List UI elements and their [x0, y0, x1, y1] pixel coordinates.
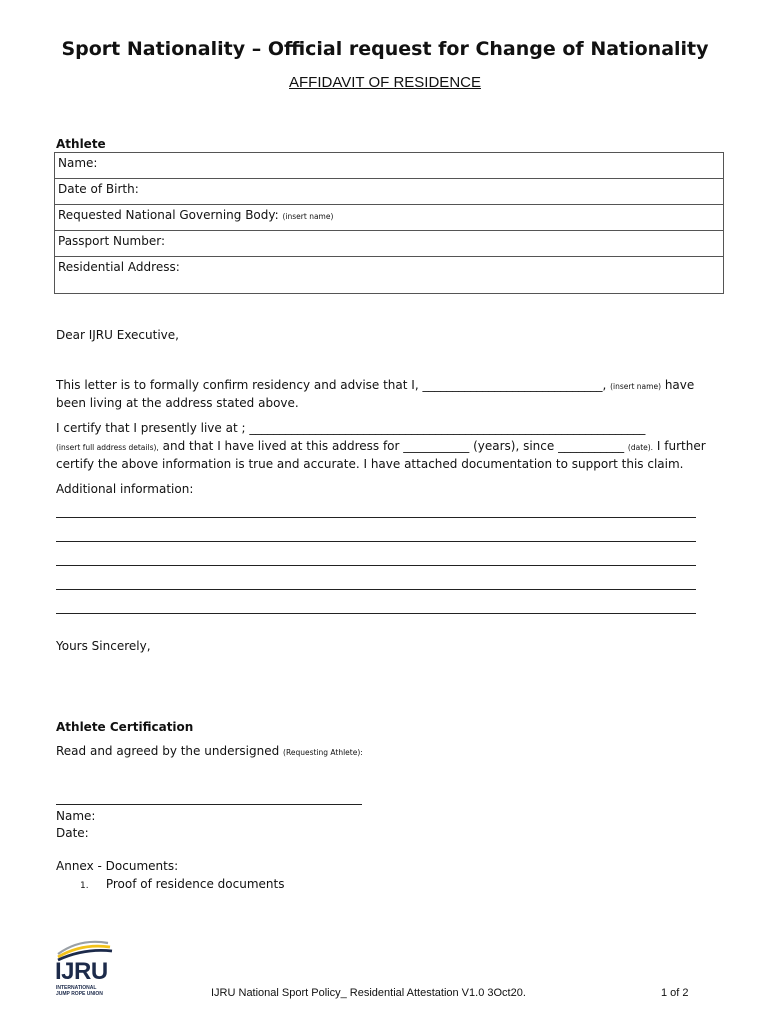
- additional-info-line-3[interactable]: [56, 565, 696, 566]
- annex-item-text: Proof of residence documents: [105, 877, 285, 891]
- athlete-details-table: [54, 152, 724, 294]
- requesting-athlete-hint: (Requesting Athlete):: [283, 748, 363, 757]
- governing-body-label: Requested National Governing Body:: [58, 208, 279, 222]
- passport-number-field[interactable]: [55, 231, 723, 257]
- closing: Yours Sincerely,: [56, 639, 151, 653]
- insert-address-hint: (insert full address details),: [56, 443, 159, 452]
- name-field-label: Name:: [58, 156, 98, 170]
- annex-item-number: 1.: [80, 881, 89, 891]
- residential-address-label: Residential Address:: [58, 260, 180, 274]
- footer-document-reference: IJRU National Sport Policy_ Residential Attestation V1.0 3Oct20.: [211, 987, 526, 999]
- salutation: Dear IJRU Executive,: [56, 328, 179, 342]
- paragraph-2-line-3: certify the above information is true and accurate. I have attached documentation to support this claim.: [56, 457, 684, 471]
- name-field[interactable]: [55, 153, 723, 179]
- signature-name-label: Name:: [56, 809, 96, 823]
- paragraph-1-text-b: have: [664, 378, 695, 392]
- additional-info-line-1[interactable]: [56, 517, 696, 518]
- governing-body-field[interactable]: [55, 205, 723, 231]
- additional-info-line-4[interactable]: [56, 589, 696, 590]
- annex-heading: Annex - Documents:: [56, 859, 179, 873]
- paragraph-2-text-b: I further: [656, 439, 706, 453]
- certification-heading: Athlete Certification: [56, 720, 194, 734]
- paragraph-2-line-1: I certify that I presently live at ; __________________________________________________________________: [56, 421, 646, 435]
- footer-page-number: 1 of 2: [661, 987, 689, 999]
- logo-wordmark: IJRU: [55, 958, 108, 985]
- paragraph-1-line-1: [56, 378, 694, 392]
- date-hint: (date).: [627, 443, 654, 452]
- paragraph-1-text-a: This letter is to formally confirm residency and advise that I, ______________________________,: [56, 378, 607, 392]
- insert-name-hint: (insert name): [610, 382, 661, 391]
- additional-info-line-5[interactable]: [56, 613, 696, 614]
- certification-text: [56, 744, 363, 758]
- governing-body-hint: (insert name): [282, 212, 334, 221]
- paragraph-2-text-a: and that I have lived at this address for ___________ (years), since ___________: [162, 439, 625, 453]
- paragraph-1-line-2: been living at the address stated above.: [56, 396, 299, 410]
- document-subtitle: AFFIDAVIT OF RESIDENCE: [289, 74, 481, 91]
- annex-item: [80, 877, 284, 891]
- date-of-birth-label: Date of Birth:: [58, 182, 139, 196]
- additional-info-line-2[interactable]: [56, 541, 696, 542]
- document-title: Sport Nationality – Official request for Change of Nationality: [61, 38, 709, 60]
- passport-number-label: Passport Number:: [58, 234, 166, 248]
- certification-statement: Read and agreed by the undersigned: [56, 744, 280, 758]
- date-of-birth-field[interactable]: [55, 179, 723, 205]
- signature-line[interactable]: [56, 804, 362, 805]
- additional-info-label: Additional information:: [56, 482, 194, 496]
- logo-subtext: [56, 985, 103, 997]
- athlete-section-heading: Athlete: [56, 137, 106, 151]
- paragraph-2-line-2: [56, 439, 706, 453]
- logo-subtext-line-1: INTERNATIONAL: [56, 985, 97, 991]
- residential-address-field[interactable]: [55, 257, 723, 293]
- logo-subtext-line-2: JUMP ROPE UNION: [56, 991, 103, 997]
- signature-date-label: Date:: [56, 826, 89, 840]
